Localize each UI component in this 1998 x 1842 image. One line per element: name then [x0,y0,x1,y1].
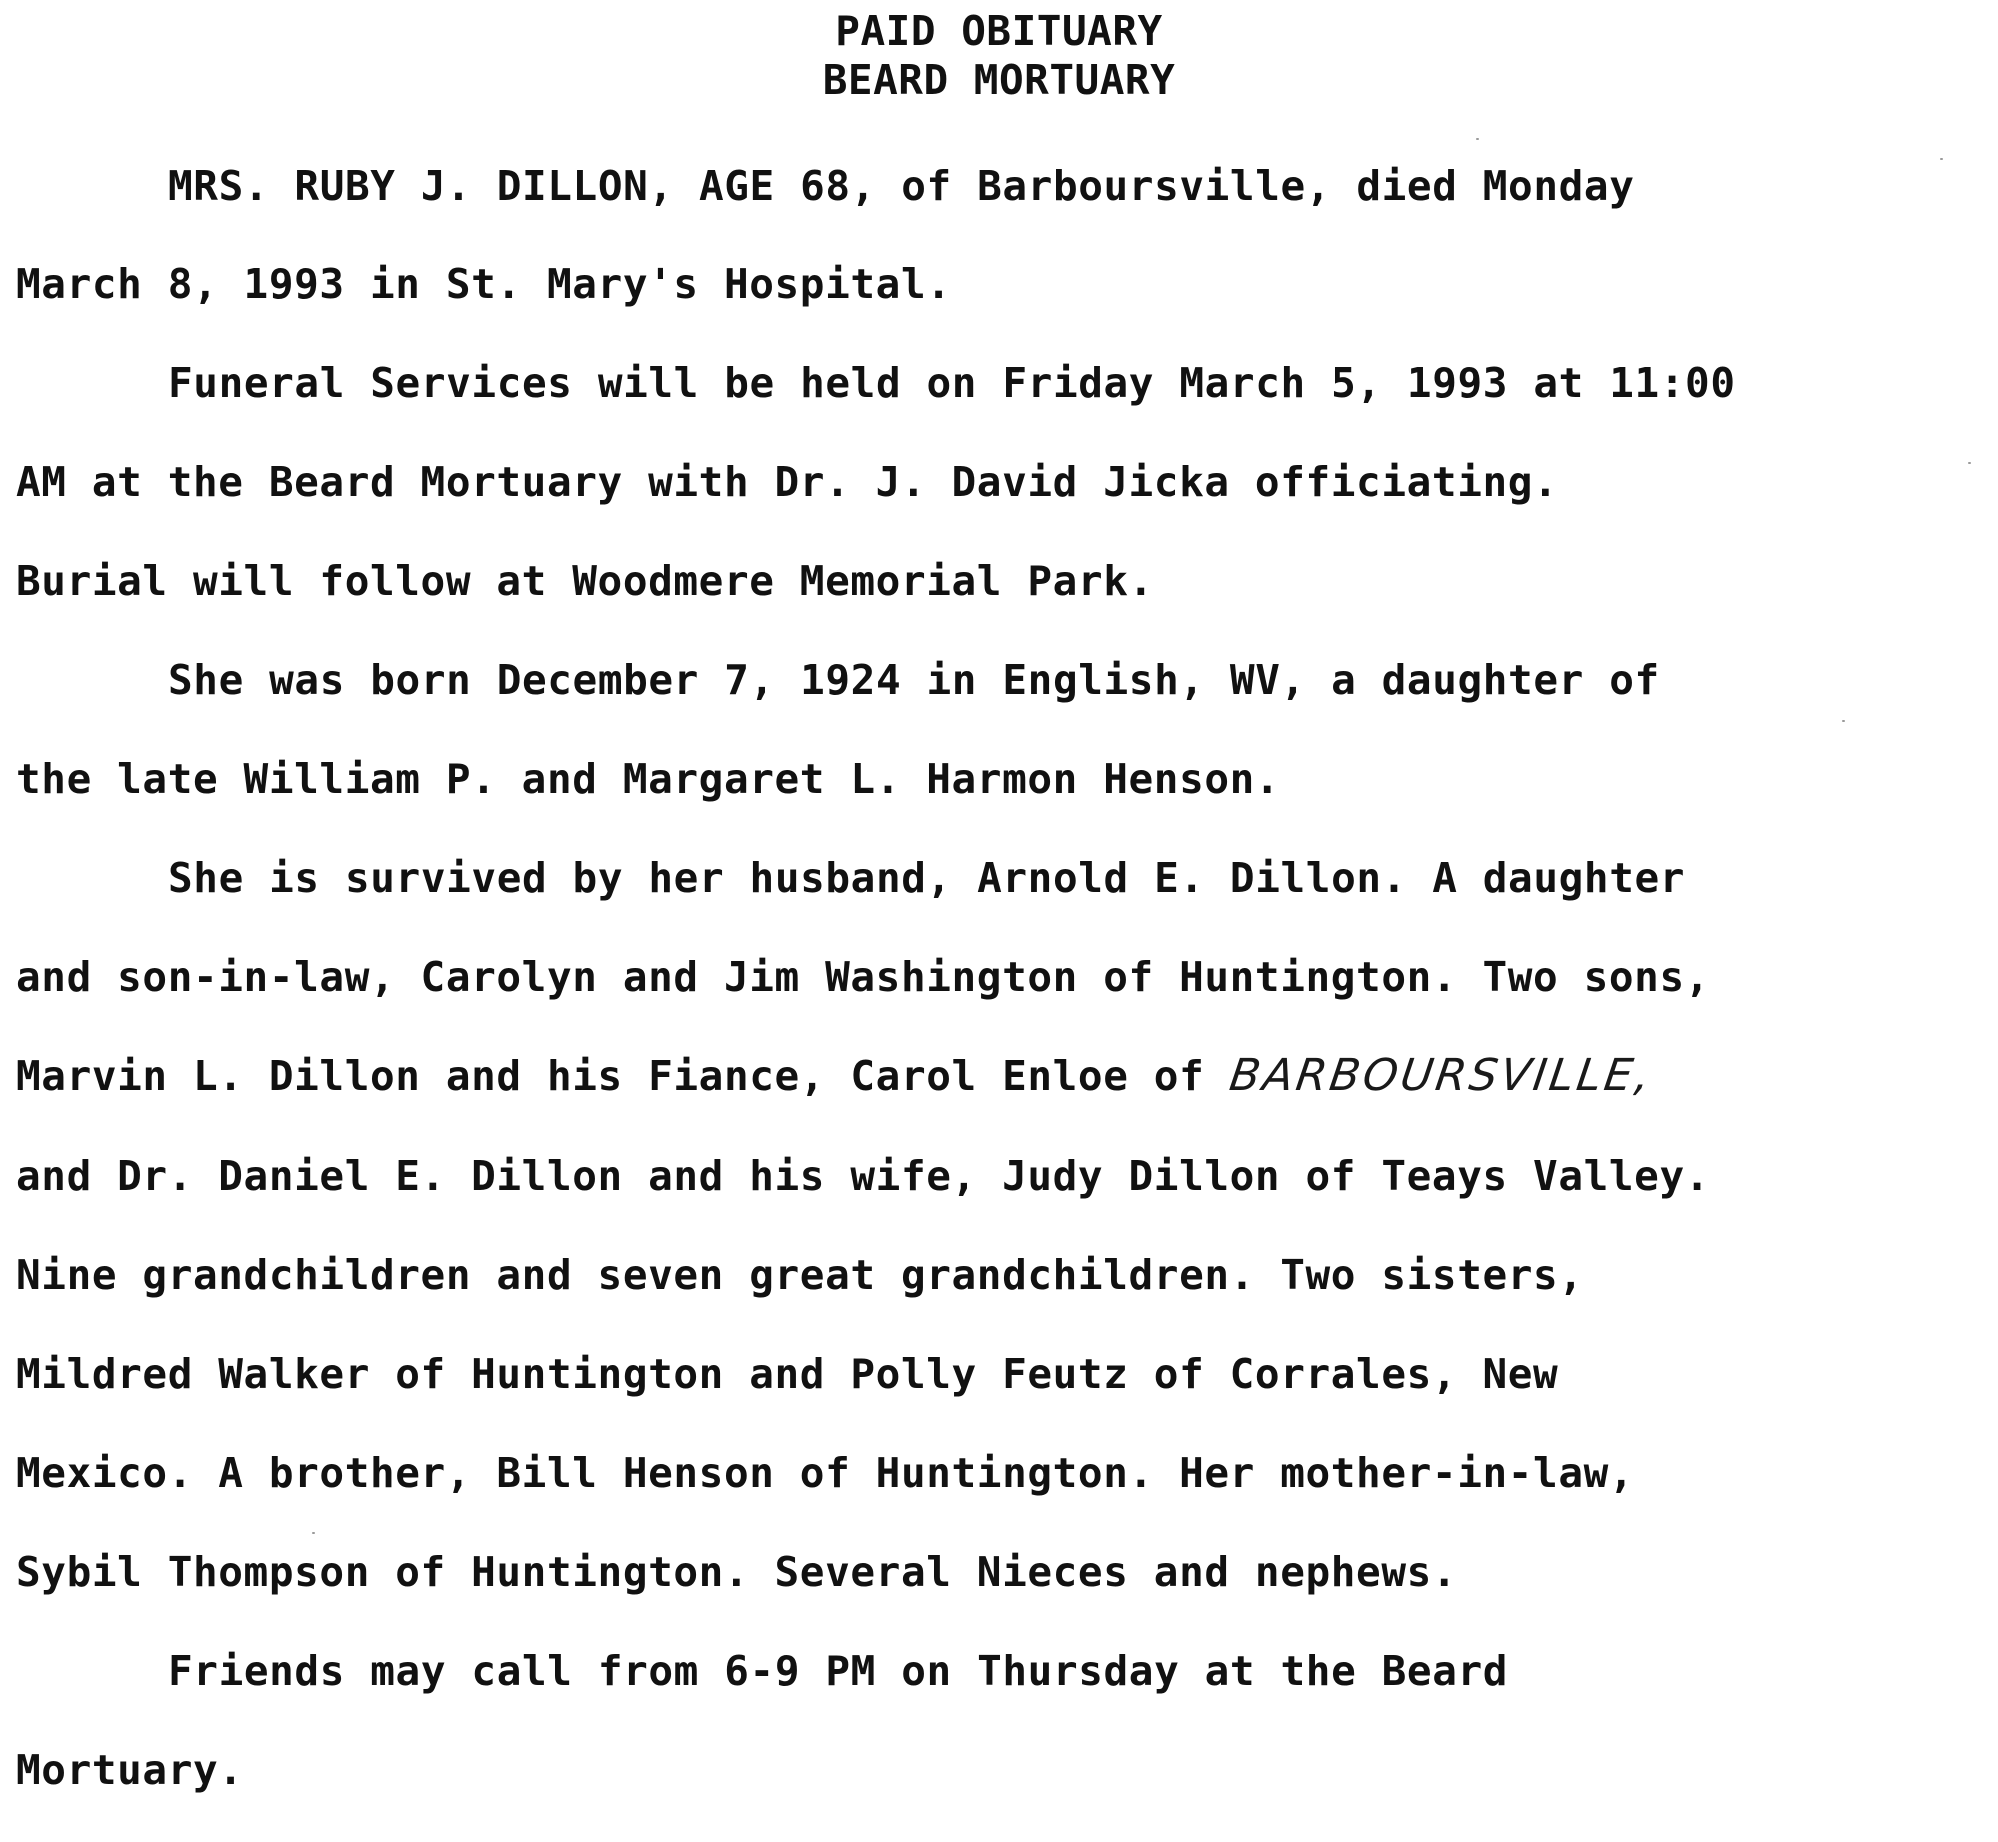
paragraph-2-line-2: AM at the Beard Mortuary with Dr. J. David Jicka officiating. [16,458,1559,506]
header-subtitle: BEARD MORTUARY [822,56,1176,104]
scan-speck [312,1532,315,1534]
paragraph-3-line-2: the late William P. and Margaret L. Harmon Henson. [16,755,1281,803]
paragraph-4-line-6: Mildred Walker of Huntington and Polly Feutz of Corrales, New [16,1350,1559,1398]
paragraph-4-line-2: and son-in-law, Carolyn and Jim Washington of Huntington. Two sons, [16,953,1711,1001]
scan-speck [1968,462,1971,464]
handwritten-annotation: BARBOURSVILLE, [1226,1050,1656,1101]
header-title: PAID OBITUARY [835,7,1163,55]
paragraph-4-line-1: She is survived by her husband, Arnold E. Dillon. A daughter [168,854,1686,902]
scan-speck [1940,158,1943,160]
paragraph-4-line-5: Nine grandchildren and seven great grandchildren. Two sisters, [16,1251,1584,1299]
scan-speck [1842,720,1845,722]
paragraph-2-line-1: Funeral Services will be held on Friday March 5, 1993 at 11:00 [168,359,1736,407]
paragraph-1-line-1: MRS. RUBY J. DILLON, AGE 68, of Barboursville, died Monday [168,162,1635,210]
paragraph-4-line-8: Sybil Thompson of Huntington. Several Nieces and nephews. [16,1548,1458,1596]
scan-speck [1476,138,1479,140]
paragraph-5-line-1: Friends may call from 6-9 PM on Thursday at the Beard [168,1647,1509,1695]
paragraph-5-line-2: Mortuary. [16,1746,244,1794]
paragraph-4-line-7: Mexico. A brother, Bill Henson of Huntington. Her mother-in-law, [16,1449,1635,1497]
paragraph-4-line-3 [16,1046,1656,1106]
paragraph-4-line-4: and Dr. Daniel E. Dillon and his wife, Judy Dillon of Teays Valley. [16,1152,1711,1200]
paragraph-3-line-1: She was born December 7, 1924 in English, WV, a daughter of [168,656,1660,704]
paragraph-2-line-3: Burial will follow at Woodmere Memorial Park. [16,557,1154,605]
paragraph-4-line-3-typed: Marvin L. Dillon and his Fiance, Carol Enloe of [16,1052,1230,1100]
paragraph-1-line-2: March 8, 1993 in St. Mary's Hospital. [16,260,952,308]
